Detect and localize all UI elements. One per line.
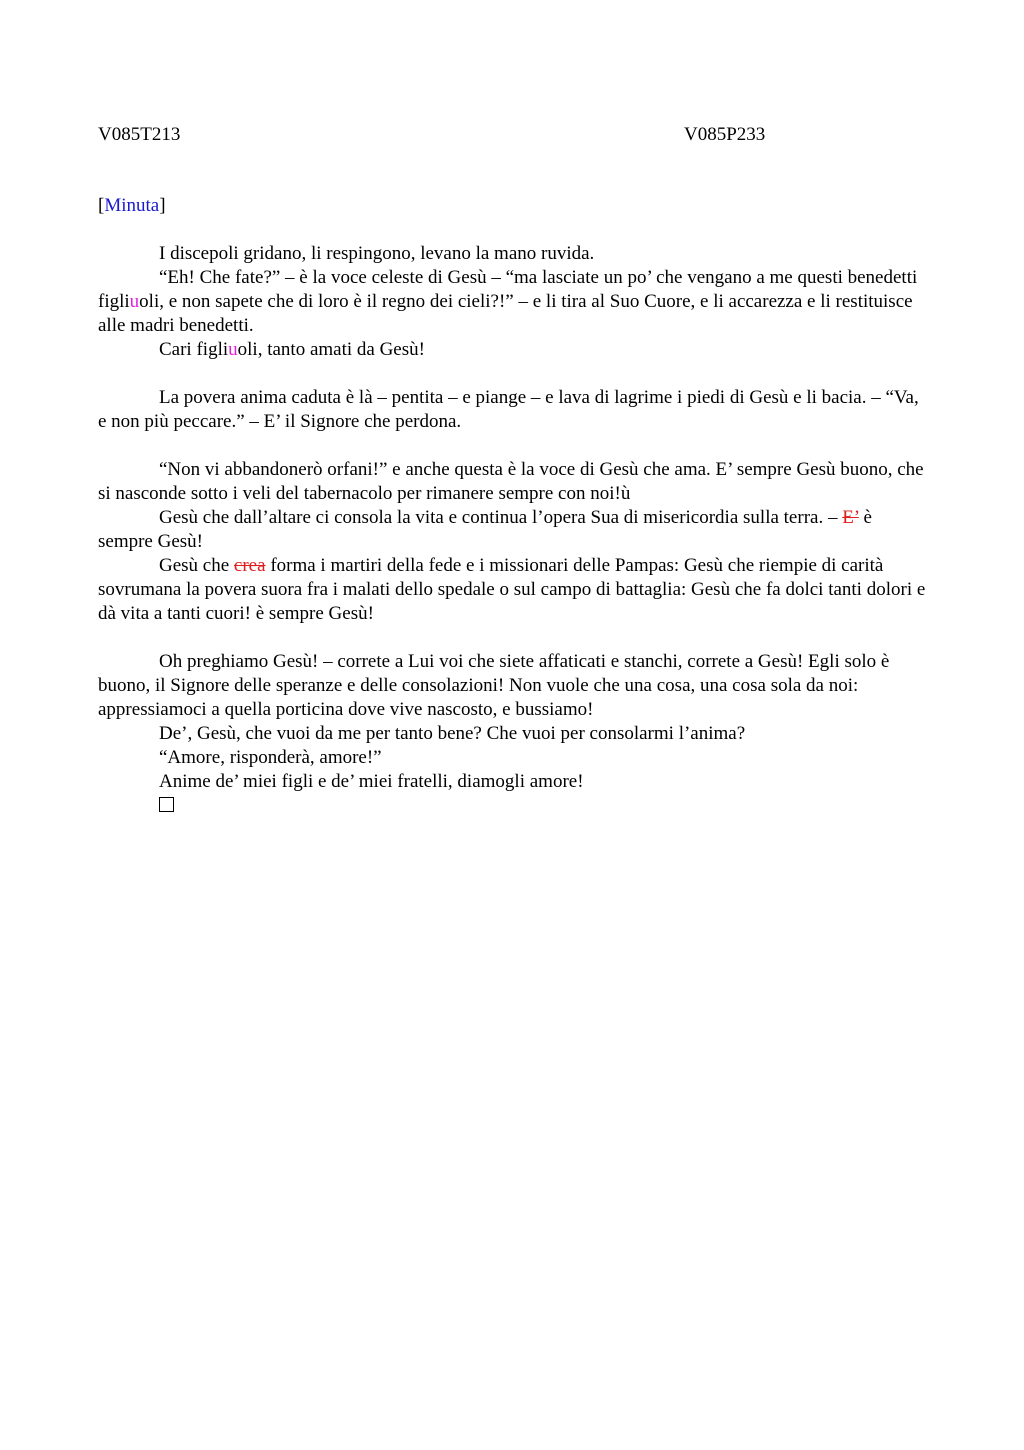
paragraph-7: [98, 554, 928, 626]
paragraph-2: [98, 266, 928, 338]
paragraph-3-text-b: oli, tanto amati da Gesù!: [237, 339, 425, 360]
end-mark-line: [98, 794, 928, 818]
paragraph-4: La povera anima caduta è là – pentita – e piange – e lava di lagrime i piedi di Gesù e li bacia. – “Va, e non più peccare.” – E’ il Signore che perdona.: [98, 387, 919, 432]
paragraph-gap: [98, 626, 928, 650]
document-code-right: V085P233: [684, 124, 766, 145]
paragraph-2-text-b: oli, e non sapete che di loro è il regno dei cieli?!” – e li tira al Suo Cuore, e li accarezza e li restituisce alle madri benedetti.: [98, 291, 913, 336]
correction-mark: u: [129, 291, 140, 312]
paragraph-3-text-a: Cari figli: [159, 339, 229, 360]
paragraph-9: De’, Gesù, che vuoi da me per tanto bene? Che vuoi per consolarmi l’anima?: [159, 723, 746, 744]
paragraph-11: Anime de’ miei figli e de’ miei fratelli, diamogli amore!: [159, 771, 584, 792]
paragraph-6: [98, 506, 928, 554]
empty-square-icon: [159, 797, 174, 812]
correction-mark: u: [228, 339, 238, 360]
paragraph-2-text-a: “Eh! Che fate?” – è la voce celeste di Gesù – “ma lasciate un po’ che vengano a me questi benedetti figli: [98, 267, 918, 312]
paragraph-7-text-a: Gesù che: [159, 555, 234, 576]
paragraph-6-text-a: Gesù che dall’altare ci consola la vita e continua l’opera Sua di misericordia sulla terra. –: [159, 507, 843, 528]
struck-text: crea: [233, 555, 266, 576]
paragraph-gap: [98, 362, 928, 386]
paragraph-1: I discepoli gridano, li respingono, levano la mano ruvida.: [159, 243, 595, 264]
paragraph-gap: [98, 434, 928, 458]
document-body: [98, 242, 928, 818]
paragraph-10: “Amore, risponderà, amore!”: [159, 747, 382, 768]
section-label: [98, 194, 166, 218]
label-open-bracket: [: [98, 195, 105, 216]
paragraph-7-text-b: forma i martiri della fede e i missionari delle Pampas: Gesù che riempie di carità sovrumana la povera suora fra i malati dello spedale o sul campo di battaglia: Gesù che fa dolci tanti dolori e dà vita a tanti cuori! è sempre Gesù!: [98, 555, 926, 624]
paragraph-5: “Non vi abbandonerò orfani!” e anche questa è la voce di Gesù che ama. E’ sempre Gesù buono, che si nasconde sotto i veli del tabernacolo per rimanere sempre con noi!ù: [98, 459, 924, 504]
document-code-left: V085T213: [98, 124, 181, 145]
struck-text: E’: [842, 507, 859, 528]
paragraph-6-text-b: è sempre Gesù!: [98, 507, 872, 552]
paragraph-3: [98, 338, 928, 362]
label-text: Minuta: [104, 195, 160, 216]
paragraph-8: Oh preghiamo Gesù! – correte a Lui voi che siete affaticati e stanchi, correte a Gesù! Egli solo è buono, il Signore delle speranze e delle consolazioni! Non vuole che una cosa, una cosa sola da noi: appressiamoci a quella porticina dove vive nascosto, e bussiamo!: [98, 651, 890, 720]
label-close-bracket: ]: [159, 195, 166, 216]
